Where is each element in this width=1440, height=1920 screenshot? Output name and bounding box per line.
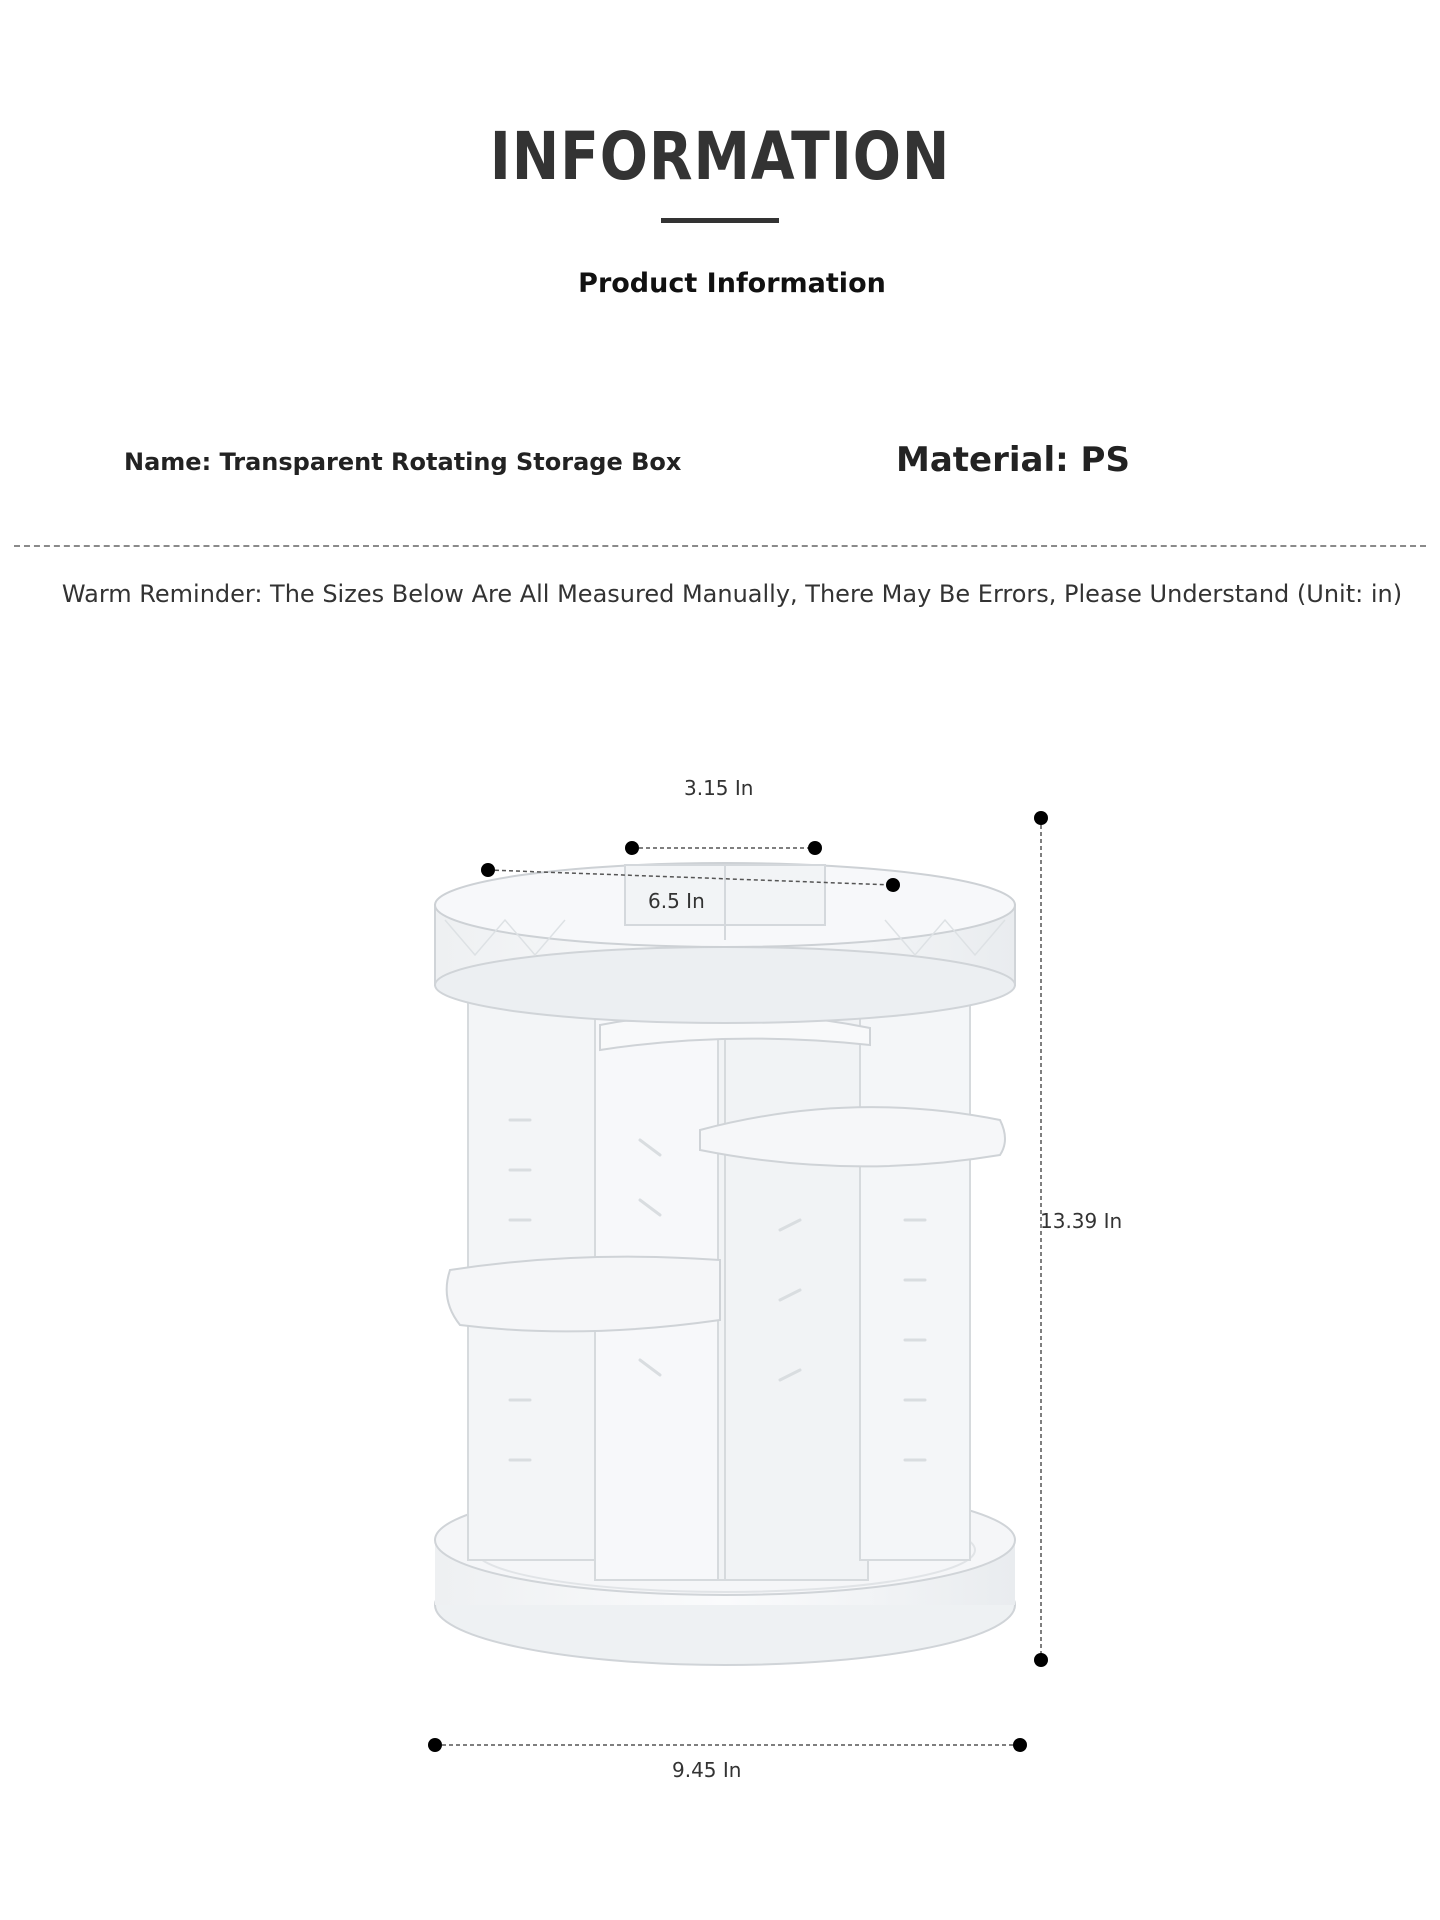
dimension-height: 13.39 In — [1040, 1209, 1123, 1233]
product-name: Name: Transparent Rotating Storage Box — [124, 448, 682, 476]
dimension-base-diameter: 9.45 In — [672, 1758, 742, 1782]
product-illustration — [400, 760, 1160, 1800]
dimension-top-compartment: 3.15 In — [684, 776, 754, 800]
page-title: INFORMATION — [489, 118, 951, 195]
product-material: Material: PS — [896, 440, 1130, 480]
dashed-divider — [14, 545, 1426, 547]
crescent-moon-icon — [847, 449, 865, 471]
title-underline — [661, 218, 779, 223]
measurement-reminder: Warm Reminder: The Sizes Below Are All Measured Manually, There May Be Errors, Please Understand (Unit: in) — [61, 580, 1403, 608]
top-tray — [435, 863, 1015, 1023]
section-subtitle: Product Information — [578, 268, 886, 299]
dimension-inner-tray: 6.5 In — [648, 889, 705, 913]
